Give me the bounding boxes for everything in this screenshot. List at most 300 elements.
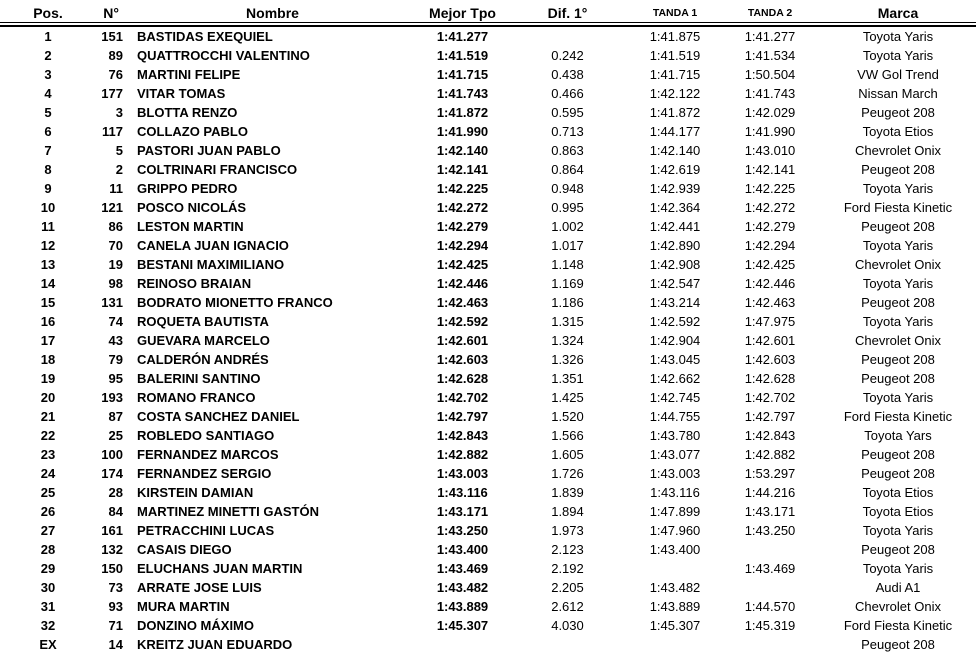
cell-tanda2-time: 1:44.216 <box>744 485 796 500</box>
cell-tanda2-time: 1:42.446 <box>744 276 796 291</box>
cell-position: 9 <box>44 181 52 196</box>
cell-brand: Toyota Etios <box>862 124 934 139</box>
cell-brand: VW Gol Trend <box>857 67 939 82</box>
cell-car-number: 132 <box>101 542 123 557</box>
cell-driver-name: CALDERÓN ANDRÉS <box>137 352 269 367</box>
column-header-gap: Dif. 1° <box>505 0 630 23</box>
cell-position: 14 <box>40 276 56 291</box>
cell-tanda1-time: 1:42.939 <box>649 181 701 196</box>
cell-gap: 1.315 <box>551 314 584 329</box>
cell-brand: Toyota Yaris <box>862 276 934 291</box>
table-row <box>0 426 976 445</box>
cell-tanda2-time: 1:43.171 <box>744 504 796 519</box>
cell-tanda1-time: 1:43.889 <box>649 599 701 614</box>
cell-tanda2-time: 1:43.469 <box>744 561 796 576</box>
cell-gap: 1.017 <box>551 238 584 253</box>
table-row <box>0 160 976 179</box>
cell-tanda1-time: 1:47.899 <box>649 504 701 519</box>
cell-gap: 1.973 <box>551 523 584 538</box>
cell-tanda2-time: 1:41.277 <box>744 29 796 44</box>
cell-tanda1-time: 1:42.662 <box>649 371 701 386</box>
cell-tanda1-time: 1:42.890 <box>649 238 701 253</box>
cell-tanda1-time: 1:42.547 <box>649 276 701 291</box>
cell-best-time: 1:42.882 <box>436 447 489 462</box>
cell-driver-name: LESTON MARTIN <box>137 219 244 234</box>
cell-driver-name: KREITZ JUAN EDUARDO <box>137 637 293 652</box>
cell-brand: Peugeot 208 <box>861 352 935 367</box>
cell-best-time: 1:42.843 <box>436 428 489 443</box>
cell-tanda1-time: 1:42.592 <box>649 314 701 329</box>
table-row <box>0 578 976 597</box>
cell-tanda1-time: 1:42.745 <box>649 390 701 405</box>
cell-car-number: 71 <box>108 618 123 633</box>
cell-tanda2-time: 1:42.029 <box>744 105 796 120</box>
cell-driver-name: COLTRINARI FRANCISCO <box>137 162 298 177</box>
cell-car-number: 193 <box>101 390 123 405</box>
cell-brand: Toyota Yaris <box>862 390 934 405</box>
table-row <box>0 502 976 521</box>
table-row <box>0 483 976 502</box>
cell-best-time: 1:42.601 <box>436 333 489 348</box>
cell-position: 24 <box>40 466 56 481</box>
cell-driver-name: GRIPPO PEDRO <box>137 181 238 196</box>
cell-position: 30 <box>40 580 56 595</box>
cell-best-time: 1:43.889 <box>436 599 489 614</box>
cell-brand: Audi A1 <box>875 580 921 595</box>
cell-gap: 1.566 <box>551 428 584 443</box>
cell-position: 32 <box>40 618 56 633</box>
table-row <box>0 255 976 274</box>
cell-brand: Toyota Yaris <box>862 48 934 63</box>
cell-driver-name: BESTANI MAXIMILIANO <box>137 257 285 272</box>
cell-driver-name: BALERINI SANTINO <box>137 371 261 386</box>
table-row <box>0 407 976 426</box>
cell-gap: 1.169 <box>551 276 584 291</box>
cell-driver-name: GUEVARA MARCELO <box>137 333 270 348</box>
table-row <box>0 312 976 331</box>
cell-tanda2-time: 1:42.279 <box>744 219 796 234</box>
cell-gap <box>505 635 630 654</box>
cell-best-time: 1:42.446 <box>436 276 489 291</box>
cell-driver-name: VITAR TOMAS <box>137 86 226 101</box>
cell-driver-name: COSTA SANCHEZ DANIEL <box>137 409 300 424</box>
cell-tanda2-time: 1:41.990 <box>744 124 796 139</box>
cell-car-number: 5 <box>115 143 123 158</box>
cell-tanda2-time: 1:42.141 <box>744 162 796 177</box>
cell-best-time: 1:42.279 <box>436 219 489 234</box>
table-header <box>0 0 976 26</box>
cell-best-time: 1:41.277 <box>436 29 489 44</box>
cell-tanda1-time: 1:42.904 <box>649 333 701 348</box>
cell-tanda2-time: 1:42.603 <box>744 352 796 367</box>
cell-position: 12 <box>40 238 56 253</box>
cell-gap: 0.242 <box>551 48 584 63</box>
cell-tanda2-time: 1:44.570 <box>744 599 796 614</box>
cell-driver-name: ROQUETA BAUTISTA <box>137 314 269 329</box>
cell-tanda1-time: 1:43.003 <box>649 466 701 481</box>
cell-best-time: 1:43.482 <box>436 580 489 595</box>
cell-gap: 0.948 <box>551 181 584 196</box>
cell-brand: Toyota Yaris <box>862 29 934 44</box>
table-row <box>0 103 976 122</box>
column-header-tanda2: TANDA 2 <box>720 0 820 23</box>
cell-best-time: 1:42.463 <box>436 295 489 310</box>
cell-position: 21 <box>40 409 56 424</box>
cell-brand: Toyota Yaris <box>862 523 934 538</box>
table-row <box>0 331 976 350</box>
cell-position: 29 <box>40 561 56 576</box>
cell-driver-name: PASTORI JUAN PABLO <box>137 143 281 158</box>
table-row <box>0 179 976 198</box>
cell-gap: 2.205 <box>551 580 584 595</box>
cell-car-number: 89 <box>108 48 123 63</box>
cell-driver-name: ROMANO FRANCO <box>137 390 256 405</box>
cell-position: 2 <box>44 48 52 63</box>
cell-gap: 0.995 <box>551 200 584 215</box>
cell-gap: 1.520 <box>551 409 584 424</box>
cell-tanda1-time: 1:43.482 <box>649 580 701 595</box>
table-row <box>0 540 976 559</box>
cell-driver-name: BLOTTA RENZO <box>137 105 238 120</box>
cell-car-number: 151 <box>101 29 123 44</box>
cell-car-number: 86 <box>108 219 123 234</box>
table-row <box>0 559 976 578</box>
cell-brand: Toyota Yars <box>864 428 932 443</box>
cell-tanda1-time: 1:44.755 <box>649 409 701 424</box>
cell-brand: Toyota Yaris <box>862 238 934 253</box>
cell-tanda1-time: 1:41.519 <box>649 48 701 63</box>
cell-best-time: 1:43.171 <box>436 504 489 519</box>
cell-tanda1-time: 1:41.875 <box>649 29 701 44</box>
cell-brand: Peugeot 208 <box>861 466 935 481</box>
cell-driver-name: BASTIDAS EXEQUIEL <box>137 29 273 44</box>
column-header-pos: Pos. <box>0 0 76 23</box>
table-row <box>0 597 976 616</box>
cell-gap: 1.839 <box>551 485 584 500</box>
cell-gap: 0.466 <box>551 86 584 101</box>
cell-position: 11 <box>41 219 55 234</box>
cell-driver-name: FERNANDEZ SERGIO <box>137 466 272 481</box>
cell-tanda1-time: 1:42.122 <box>649 86 701 101</box>
cell-tanda1-time: 1:43.400 <box>649 542 701 557</box>
cell-car-number: 74 <box>108 314 123 329</box>
cell-best-time: 1:45.307 <box>436 618 489 633</box>
table-row <box>0 198 976 217</box>
cell-driver-name: ROBLEDO SANTIAGO <box>137 428 275 443</box>
cell-brand: Toyota Yaris <box>862 561 934 576</box>
table-row <box>0 65 976 84</box>
cell-tanda2-time: 1:42.628 <box>744 371 796 386</box>
cell-brand: Chevrolet Onix <box>855 333 941 348</box>
cell-tanda2-time: 1:50.504 <box>744 67 796 82</box>
cell-tanda1-time: 1:42.441 <box>649 219 701 234</box>
cell-best-time: 1:43.400 <box>436 542 489 557</box>
cell-tanda2-time <box>720 578 820 597</box>
cell-tanda1-time: 1:42.364 <box>649 200 701 215</box>
cell-position: 6 <box>44 124 52 139</box>
cell-car-number: 87 <box>108 409 123 424</box>
column-header-tanda1: TANDA 1 <box>630 0 720 23</box>
cell-tanda1-time: 1:43.045 <box>649 352 701 367</box>
cell-tanda1-time: 1:45.307 <box>649 618 701 633</box>
cell-brand: Chevrolet Onix <box>855 257 941 272</box>
cell-tanda2-time: 1:42.272 <box>744 200 796 215</box>
cell-best-time: 1:42.272 <box>436 200 489 215</box>
cell-driver-name: ARRATE JOSE LUIS <box>137 580 262 595</box>
cell-position: 28 <box>40 542 56 557</box>
cell-position: 22 <box>40 428 56 443</box>
cell-driver-name: REINOSO BRAIAN <box>137 276 252 291</box>
cell-position: 4 <box>44 86 52 101</box>
cell-best-time: 1:41.743 <box>436 86 489 101</box>
cell-position: 17 <box>40 333 56 348</box>
table-row <box>0 616 976 635</box>
table-row <box>0 369 976 388</box>
cell-position: 26 <box>40 504 56 519</box>
cell-gap: 1.351 <box>551 371 584 386</box>
cell-gap: 1.326 <box>551 352 584 367</box>
cell-car-number: 2 <box>115 162 123 177</box>
cell-position: 19 <box>40 371 56 386</box>
cell-gap: 1.605 <box>551 447 584 462</box>
cell-position: 1 <box>44 29 52 44</box>
cell-car-number: 117 <box>102 124 123 139</box>
cell-car-number: 177 <box>101 86 123 101</box>
cell-position: EX <box>39 637 57 652</box>
cell-best-time: 1:43.250 <box>436 523 489 538</box>
table-row <box>0 236 976 255</box>
cell-tanda2-time <box>720 635 820 654</box>
cell-tanda2-time: 1:43.250 <box>744 523 796 538</box>
cell-best-time <box>420 635 505 654</box>
cell-brand: Toyota Etios <box>862 504 934 519</box>
cell-position: 15 <box>40 295 56 310</box>
table-row <box>0 635 976 654</box>
cell-best-time: 1:42.425 <box>436 257 489 272</box>
cell-car-number: 150 <box>101 561 123 576</box>
cell-car-number: 121 <box>101 200 123 215</box>
cell-tanda2-time: 1:41.534 <box>744 48 796 63</box>
results-body <box>0 26 976 654</box>
cell-position: 23 <box>40 447 56 462</box>
cell-best-time: 1:41.519 <box>436 48 489 63</box>
cell-brand: Peugeot 208 <box>861 105 935 120</box>
column-header-besttime: Mejor Tpo <box>420 0 505 23</box>
cell-tanda1-time: 1:43.780 <box>649 428 701 443</box>
cell-brand: Peugeot 208 <box>861 371 935 386</box>
cell-driver-name: ELUCHANS JUAN MARTIN <box>137 561 303 576</box>
cell-driver-name: POSCO NICOLÁS <box>137 200 247 215</box>
cell-best-time: 1:42.797 <box>436 409 489 424</box>
cell-gap: 1.002 <box>551 219 584 234</box>
cell-brand: Chevrolet Onix <box>855 599 941 614</box>
cell-position: 3 <box>44 67 52 82</box>
cell-car-number: 93 <box>108 599 123 614</box>
cell-tanda1-time <box>630 635 720 654</box>
table-row <box>0 217 976 236</box>
cell-tanda1-time <box>630 559 720 578</box>
cell-car-number: 3 <box>115 105 123 120</box>
cell-driver-name: QUATTROCCHI VALENTINO <box>137 48 310 63</box>
cell-car-number: 11 <box>109 181 123 196</box>
cell-car-number: 14 <box>108 637 123 652</box>
cell-best-time: 1:42.592 <box>436 314 489 329</box>
cell-tanda2-time: 1:42.882 <box>744 447 796 462</box>
cell-driver-name: BODRATO MIONETTO FRANCO <box>137 295 333 310</box>
cell-car-number: 70 <box>108 238 123 253</box>
cell-brand: Ford Fiesta Kinetic <box>843 200 953 215</box>
cell-gap: 0.595 <box>551 105 584 120</box>
cell-gap <box>505 26 630 46</box>
cell-tanda1-time: 1:47.960 <box>649 523 701 538</box>
table-row <box>0 445 976 464</box>
cell-brand: Nissan March <box>858 86 938 101</box>
cell-car-number: 25 <box>108 428 123 443</box>
table-row <box>0 141 976 160</box>
cell-position: 8 <box>44 162 52 177</box>
cell-gap: 0.864 <box>551 162 584 177</box>
table-row <box>0 46 976 65</box>
cell-driver-name: KIRSTEIN DAMIAN <box>137 485 254 500</box>
column-header-name: Nombre <box>125 0 420 23</box>
cell-position: 13 <box>40 257 56 272</box>
table-row <box>0 122 976 141</box>
cell-gap: 1.726 <box>551 466 584 481</box>
cell-brand: Peugeot 208 <box>861 219 935 234</box>
cell-tanda1-time: 1:43.116 <box>650 485 700 500</box>
cell-gap: 1.324 <box>551 333 584 348</box>
cell-best-time: 1:41.990 <box>436 124 489 139</box>
cell-best-time: 1:42.140 <box>436 143 489 158</box>
cell-driver-name: FERNANDEZ MARCOS <box>137 447 279 462</box>
cell-driver-name: MARTINI FELIPE <box>137 67 241 82</box>
cell-brand: Toyota Yaris <box>862 181 934 196</box>
cell-position: 7 <box>44 143 52 158</box>
cell-best-time: 1:42.294 <box>436 238 489 253</box>
cell-car-number: 131 <box>101 295 123 310</box>
cell-driver-name: PETRACCHINI LUCAS <box>137 523 275 538</box>
cell-brand: Peugeot 208 <box>861 447 935 462</box>
cell-tanda2-time: 1:42.843 <box>744 428 796 443</box>
cell-best-time: 1:43.469 <box>436 561 489 576</box>
cell-car-number: 174 <box>101 466 123 481</box>
cell-brand: Ford Fiesta Kinetic <box>843 409 953 424</box>
cell-tanda1-time: 1:41.872 <box>649 105 701 120</box>
cell-driver-name: MARTINEZ MINETTI GASTÓN <box>137 504 319 519</box>
cell-gap: 0.438 <box>551 67 584 82</box>
cell-tanda2-time: 1:47.975 <box>744 314 796 329</box>
cell-gap: 1.894 <box>551 504 584 519</box>
cell-brand: Toyota Yaris <box>862 314 934 329</box>
table-row <box>0 521 976 540</box>
column-header-number: N° <box>76 0 125 23</box>
table-row <box>0 464 976 483</box>
cell-gap: 2.123 <box>551 542 584 557</box>
cell-driver-name: CANELA JUAN IGNACIO <box>137 238 289 253</box>
cell-position: 16 <box>40 314 56 329</box>
cell-position: 25 <box>40 485 56 500</box>
cell-car-number: 84 <box>108 504 123 519</box>
cell-position: 18 <box>40 352 56 367</box>
cell-brand: Chevrolet Onix <box>855 143 941 158</box>
cell-tanda2-time: 1:43.010 <box>744 143 796 158</box>
cell-best-time: 1:42.141 <box>436 162 489 177</box>
cell-tanda1-time: 1:42.140 <box>649 143 701 158</box>
cell-best-time: 1:41.715 <box>436 67 489 82</box>
cell-tanda2-time: 1:42.601 <box>744 333 796 348</box>
cell-tanda2-time: 1:42.425 <box>744 257 796 272</box>
cell-tanda2-time <box>720 540 820 559</box>
cell-car-number: 95 <box>108 371 123 386</box>
cell-driver-name: DONZINO MÁXIMO <box>137 618 254 633</box>
cell-tanda2-time: 1:42.702 <box>744 390 796 405</box>
table-row <box>0 350 976 369</box>
cell-tanda2-time: 1:42.294 <box>744 238 796 253</box>
cell-brand: Peugeot 208 <box>861 162 935 177</box>
cell-car-number: 161 <box>101 523 123 538</box>
cell-brand: Toyota Etios <box>862 485 934 500</box>
cell-brand: Peugeot 208 <box>861 295 935 310</box>
cell-tanda1-time: 1:42.908 <box>649 257 701 272</box>
cell-tanda1-time: 1:41.715 <box>649 67 701 82</box>
table-row <box>0 274 976 293</box>
cell-best-time: 1:42.225 <box>436 181 489 196</box>
cell-gap: 1.148 <box>551 257 584 272</box>
cell-best-time: 1:43.116 <box>437 485 488 500</box>
cell-gap: 1.425 <box>551 390 584 405</box>
cell-car-number: 43 <box>108 333 123 348</box>
cell-position: 20 <box>40 390 56 405</box>
cell-best-time: 1:42.628 <box>436 371 489 386</box>
table-row <box>0 26 976 46</box>
cell-tanda1-time: 1:43.214 <box>649 295 701 310</box>
cell-driver-name: COLLAZO PABLO <box>137 124 248 139</box>
cell-brand: Peugeot 208 <box>861 542 935 557</box>
cell-gap: 0.863 <box>551 143 584 158</box>
table-row <box>0 388 976 407</box>
cell-tanda2-time: 1:42.797 <box>744 409 796 424</box>
cell-gap: 2.192 <box>551 561 584 576</box>
table-row <box>0 293 976 312</box>
cell-driver-name: MURA MARTIN <box>137 599 230 614</box>
cell-gap: 0.713 <box>551 124 584 139</box>
cell-car-number: 76 <box>108 67 123 82</box>
cell-tanda1-time: 1:43.077 <box>649 447 701 462</box>
cell-tanda2-time: 1:53.297 <box>744 466 796 481</box>
cell-best-time: 1:42.702 <box>436 390 489 405</box>
cell-car-number: 73 <box>108 580 123 595</box>
cell-position: 27 <box>40 523 56 538</box>
cell-brand: Peugeot 208 <box>861 637 935 652</box>
cell-car-number: 98 <box>108 276 123 291</box>
cell-tanda1-time: 1:42.619 <box>649 162 701 177</box>
cell-car-number: 28 <box>108 485 123 500</box>
cell-best-time: 1:42.603 <box>436 352 489 367</box>
cell-tanda2-time: 1:42.463 <box>744 295 796 310</box>
cell-gap: 4.030 <box>551 618 584 633</box>
cell-tanda2-time: 1:42.225 <box>744 181 796 196</box>
cell-tanda2-time: 1:41.743 <box>744 86 796 101</box>
cell-driver-name: CASAIS DIEGO <box>137 542 232 557</box>
cell-tanda1-time: 1:44.177 <box>649 124 701 139</box>
cell-brand: Ford Fiesta Kinetic <box>843 618 953 633</box>
cell-position: 5 <box>44 105 52 120</box>
cell-car-number: 79 <box>108 352 123 367</box>
cell-best-time: 1:43.003 <box>436 466 489 481</box>
cell-car-number: 19 <box>108 257 123 272</box>
cell-position: 10 <box>40 200 56 215</box>
cell-best-time: 1:41.872 <box>436 105 489 120</box>
